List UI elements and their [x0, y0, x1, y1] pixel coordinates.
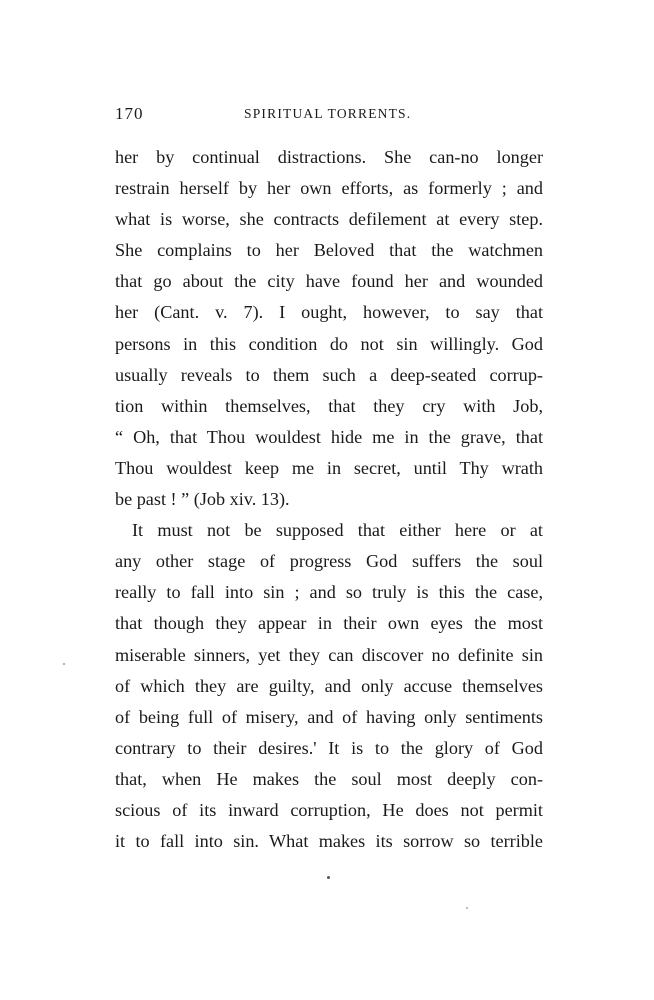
- text-line: of which they are guilty, and only accuse themselves: [115, 675, 543, 696]
- scan-speck: [466, 907, 468, 909]
- text-line: be past ! ” (Job xiv. 13).: [115, 489, 290, 510]
- text-line: her by continual distractions. She can-no longer: [115, 147, 543, 167]
- text-line: restrain herself by her own efforts, as formerly ; and: [115, 178, 543, 199]
- page-header: [115, 104, 545, 126]
- scan-speck: [327, 876, 330, 879]
- text-line: that go about the city have found her and wounded: [115, 271, 543, 292]
- text-line: persons in this condition do not sin willingly. God: [115, 333, 543, 354]
- text-line: “ Oh, that Thou wouldest hide me in the grave, that: [115, 426, 543, 447]
- paragraph: [115, 515, 543, 857]
- text-line: miserable sinners, yet they can discover no definite sin: [115, 644, 543, 665]
- text-line: usually reveals to them such a deep-seated corrup-: [115, 364, 543, 385]
- text-line: Thou wouldest keep me in secret, until Thy wrath: [115, 457, 543, 478]
- text-line: her (Cant. v. 7). I ought, however, to say that: [115, 302, 543, 323]
- text-line: that, when He makes the soul most deeply con-: [115, 768, 543, 789]
- body-text: [115, 142, 543, 857]
- scan-speck: [63, 663, 65, 665]
- text-line: She complains to her Beloved that the watchmen: [115, 240, 543, 261]
- text-line: what is worse, she contracts defilement at every step.: [115, 209, 543, 230]
- text-line: of being full of misery, and of having only sentiments: [115, 706, 543, 727]
- text-line: any other stage of progress God suffers the soul: [115, 551, 543, 572]
- page-number: 170: [115, 104, 144, 123]
- text-line: contrary to their desires.' It is to the glory of God: [115, 737, 543, 758]
- paragraph: [115, 142, 543, 515]
- text-line: it to fall into sin. What makes its sorrow so terrible: [115, 831, 543, 852]
- text-line: It must not be supposed that either here or at: [132, 520, 543, 541]
- text-line: tion within themselves, that they cry with Job,: [115, 395, 543, 416]
- running-head: SPIRITUAL TORRENTS.: [244, 106, 412, 121]
- text-line: really to fall into sin ; and so truly is this the case,: [115, 582, 543, 603]
- text-line: scious of its inward corruption, He does not permit: [115, 799, 543, 820]
- text-line: that though they appear in their own eyes the most: [115, 613, 543, 634]
